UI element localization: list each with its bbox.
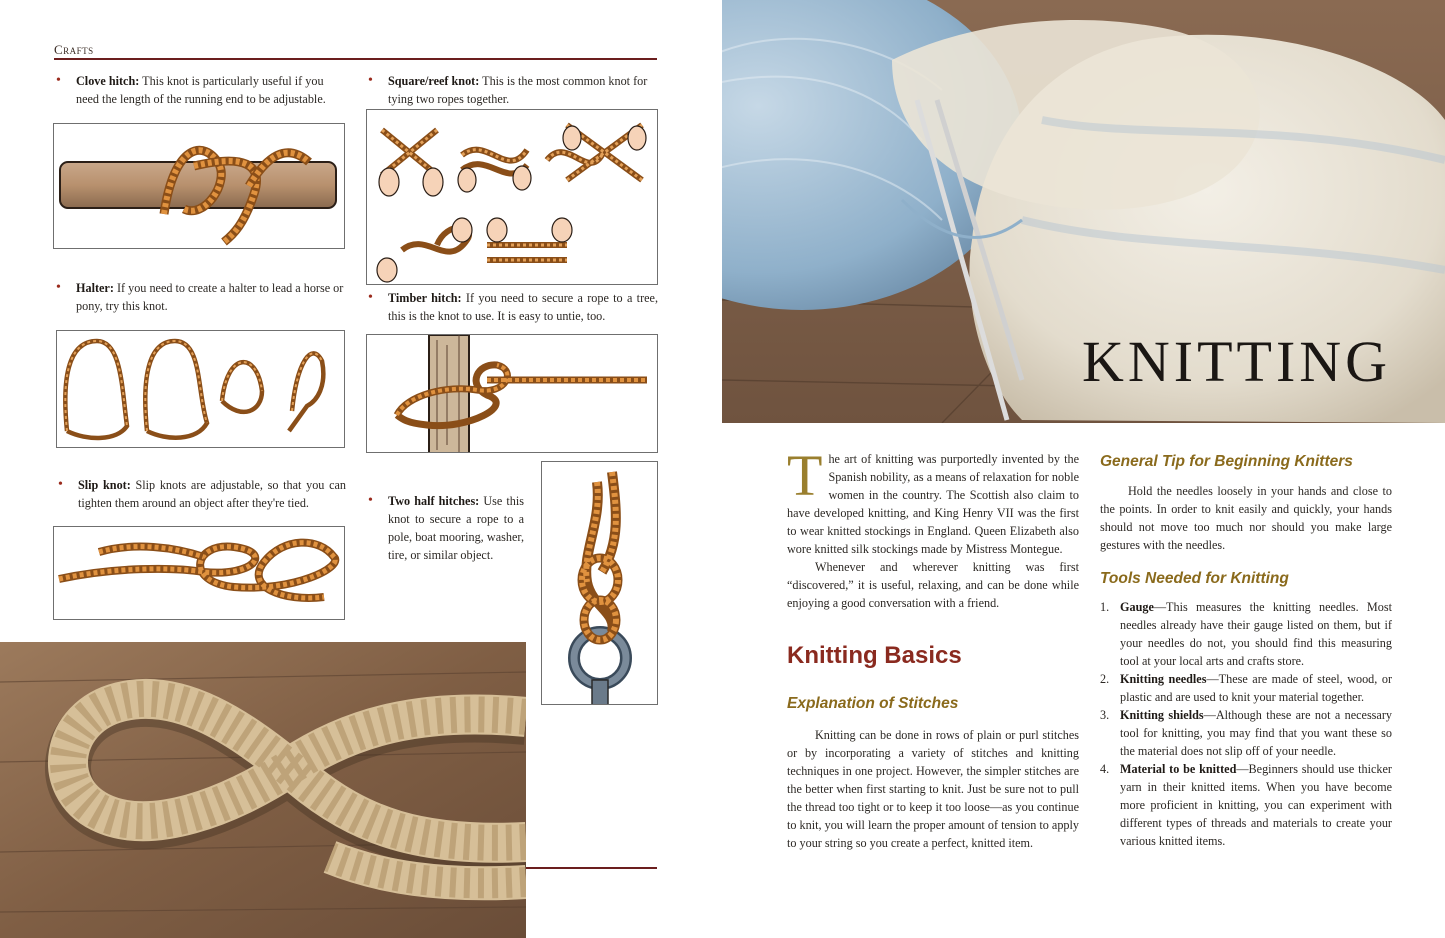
- intro-paragraph-1: he art of knitting was purportedly invented by the Spanish nobility, as a means of relaxation for noble women in the country. The Scottish also claim to have developed knitting, and King Henry VII was the first to wear knitted stockings in England. Queen Elizabeth also wore knitted silk stockings made by Mistress Montegue.: [787, 452, 1079, 556]
- knot-name: Timber hitch:: [388, 291, 462, 305]
- slip-knot-illustration: [54, 527, 345, 620]
- bullet-icon: •: [368, 73, 373, 88]
- explanation-of-stitches-heading: Explanation of Stitches: [787, 695, 959, 712]
- bullet-icon: •: [58, 477, 63, 492]
- tool-item-shields: [1100, 706, 1392, 760]
- running-head: Crafts: [54, 42, 94, 57]
- knot-name: Halter:: [76, 281, 114, 295]
- tool-item-needles: [1100, 670, 1392, 706]
- halter-figure: [56, 330, 345, 448]
- timber-hitch-figure: [366, 334, 658, 453]
- knot-description: Use this knot to secure a rope to a pole, boat mooring, washer, tire, or similar object.: [388, 494, 524, 562]
- two-half-hitches-illustration: [542, 462, 658, 705]
- knot-name: Two half hitches:: [388, 494, 480, 508]
- knot-clove-hitch: [56, 72, 346, 108]
- knot-name: Clove hitch:: [76, 74, 140, 88]
- tool-name: Gauge: [1120, 600, 1154, 614]
- knot-description: Slip knots are adjustable, so that you can tighten them around an object after they're tied.: [78, 478, 346, 510]
- drop-cap: T: [787, 443, 823, 508]
- tool-name: Material to be knitted: [1120, 762, 1237, 776]
- halter-illustration: [57, 331, 345, 448]
- clove-hitch-illustration: [54, 124, 345, 249]
- knot-description: If you need to secure a rope to a tree, this is the knot to use. It is easy to untie, too.: [388, 291, 658, 323]
- right-page: [722, 0, 1445, 938]
- knot-description: This knot is particularly useful if you need the length of the running end to be adjustable.: [76, 74, 326, 106]
- list-number: 3.: [1100, 708, 1110, 722]
- intro-paragraph-2: Whenever and wherever knitting was first “discovered,” it is useful, relaxing, and can be done while enjoying a good conversation with a friend.: [787, 560, 1079, 610]
- tool-description: —This measures the knitting needles. Most needles already have their gauge listed on them, but if your needles do not, you should find this measuring tool at your local arts and crafts store.: [1120, 600, 1392, 668]
- tool-description: —Although these are not a necessary tool for knitting, you may find that you want these so the material does not slip off of your needle.: [1120, 708, 1392, 758]
- knot-description: If you need to create a halter to lead a horse or pony, try this knot.: [76, 281, 344, 313]
- list-number: 1.: [1100, 600, 1110, 614]
- bullet-icon: •: [56, 280, 61, 295]
- tool-description: —Beginners should use thicker yarn in their knitted items. When you have become more proficient in knitting, you can experiment with different types of threads and materials to create your various knitted items.: [1120, 762, 1392, 848]
- slip-knot-figure: [53, 526, 345, 620]
- stitches-text: [787, 726, 1079, 852]
- bullet-icon: •: [56, 73, 61, 88]
- chapter-title: KNITTING: [1082, 329, 1392, 394]
- tools-heading: Tools Needed for Knitting: [1100, 570, 1289, 587]
- knot-name: Slip knot:: [78, 478, 131, 492]
- knot-name: Square/reef knot:: [388, 74, 480, 88]
- tools-list: [1100, 598, 1392, 850]
- knot-description: This is the most common knot for tying two ropes together.: [388, 74, 648, 106]
- rope-knot-photo: [0, 642, 526, 938]
- stitches-paragraph: Knitting can be done in rows of plain or purl stitches or by incorporating a variety of stitches and knitting techniques in one project. However, the simpler stitches are the better when first starting to knit. Just be sure not to pull the thread too tight or to keep it too loose—as you continue to knit, you will learn the proper amount of tension to apply to your string so you create a perfect, knitted item.: [787, 728, 1079, 850]
- list-number: 4.: [1100, 762, 1110, 776]
- general-tip-paragraph: Hold the needles loosely in your hands and close to the points. In order to knit easily and quickly, your hands should not move too much nor should you make large gestures with the needles.: [1100, 484, 1392, 552]
- rope-on-wood-image: [0, 642, 526, 938]
- list-number: 2.: [1100, 672, 1110, 686]
- general-tip-heading: General Tip for Beginning Knitters: [1100, 453, 1353, 470]
- intro-text: [787, 443, 1079, 612]
- square-knot-figure: [366, 109, 658, 285]
- knot-square-reef: [368, 72, 658, 108]
- bullet-icon: •: [368, 290, 373, 305]
- left-page: [0, 0, 722, 938]
- tool-description: —These are made of steel, wood, or plastic and are used to knit your material together.: [1120, 672, 1393, 704]
- tool-name: Knitting shields: [1120, 708, 1204, 722]
- square-knot-illustration: [367, 110, 658, 285]
- knot-slip: [58, 476, 346, 512]
- two-half-hitches-figure: [541, 461, 658, 705]
- header-rule: [54, 58, 657, 60]
- tool-item-material: [1100, 760, 1392, 850]
- timber-hitch-illustration: [367, 335, 658, 453]
- knot-two-half-hitches: [368, 492, 524, 564]
- general-tip-text: [1100, 482, 1392, 554]
- clove-hitch-figure: [53, 123, 345, 249]
- bullet-icon: •: [368, 493, 373, 508]
- knitting-photo: [722, 0, 1445, 423]
- knitting-basics-heading: Knitting Basics: [787, 642, 962, 669]
- knot-halter: [56, 279, 346, 315]
- knot-timber-hitch: [368, 289, 658, 325]
- footer-rule: [526, 867, 657, 869]
- tool-name: Knitting needles: [1120, 672, 1207, 686]
- tool-item-gauge: [1100, 598, 1392, 670]
